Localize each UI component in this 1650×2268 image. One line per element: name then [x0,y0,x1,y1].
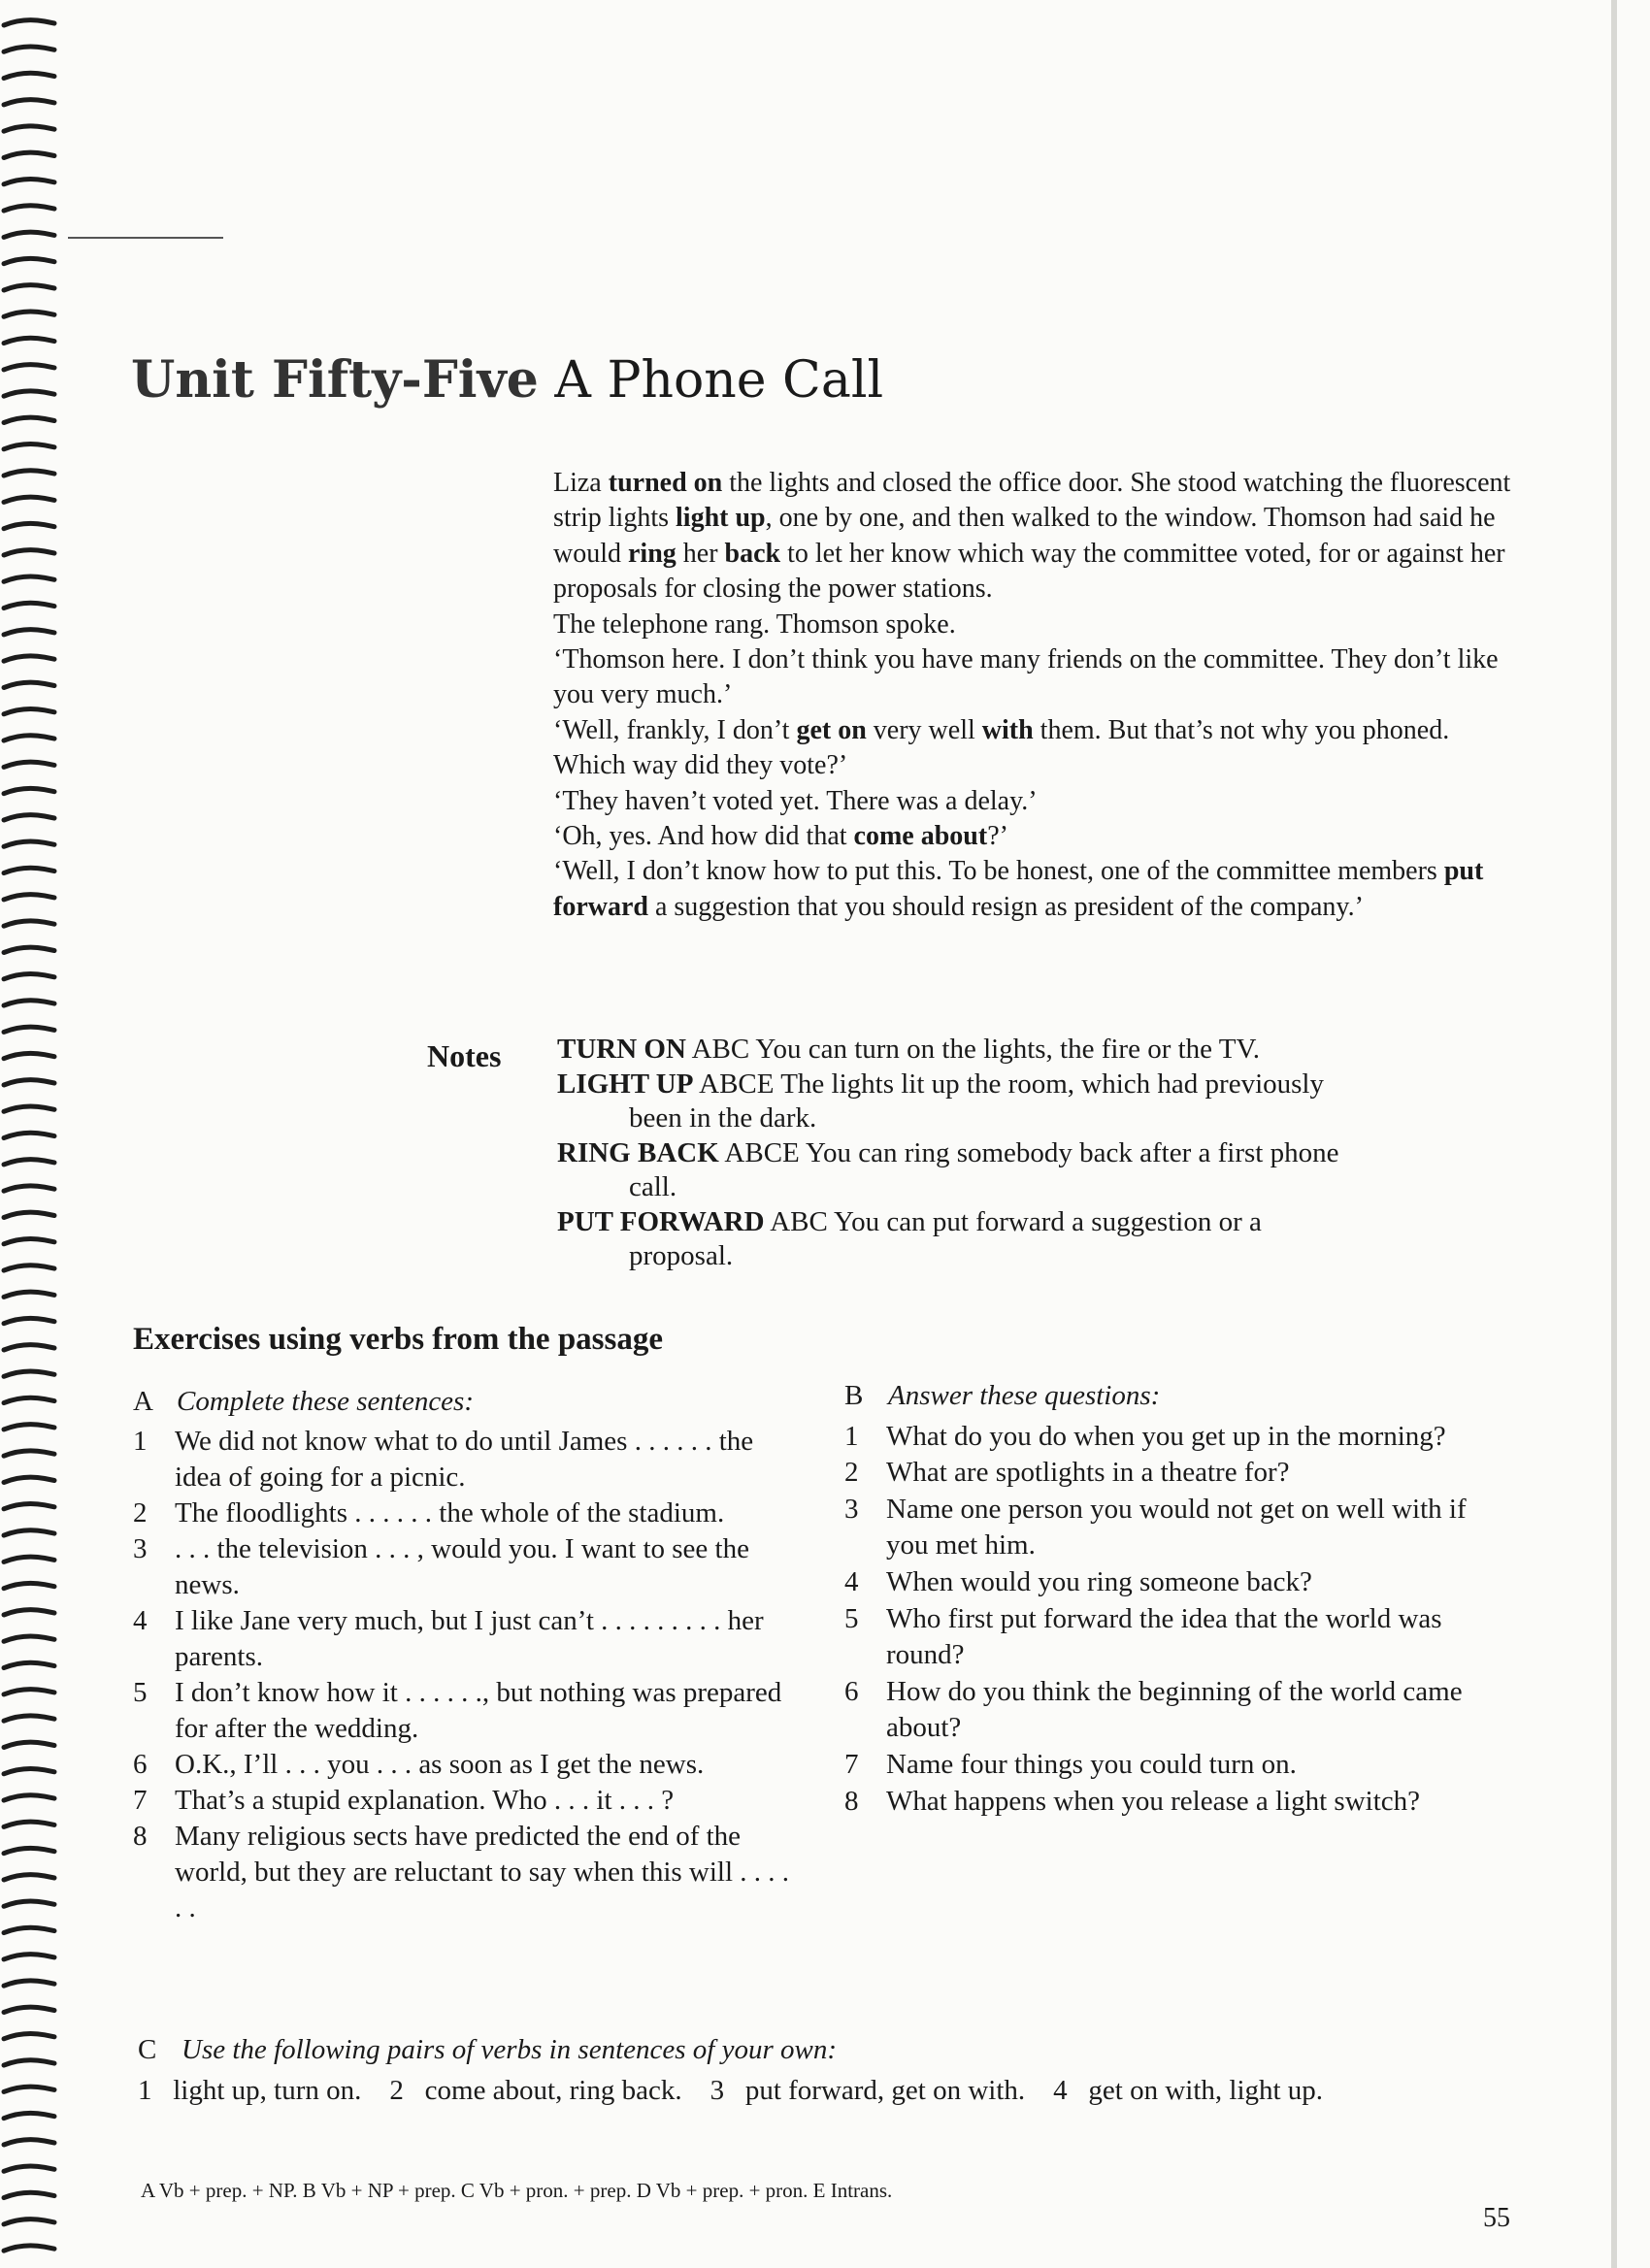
exercises-heading: Exercises using verbs from the passage [133,1322,664,1357]
spiral-loop [4,338,54,343]
spiral-binding-graphic [0,0,68,2268]
spiral-loop [4,815,54,820]
item-number: 3 [133,1533,148,1564]
phrasal-verb: with [981,714,1034,745]
spiral-loop [4,20,54,25]
spiral-loop [4,391,54,396]
passage-text: them. But that’s not why you phoned. Which way did they vote?’ [553,714,1450,781]
spiral-loop [4,1981,54,1986]
spiral-loop [4,1425,54,1430]
spiral-loop [4,232,54,237]
exercise-item [133,1747,793,1783]
spiral-loop [4,2192,54,2197]
spiral-loop [4,708,54,713]
section-c-header [138,2031,1497,2068]
item-number: 4 [133,1605,148,1636]
note-codes: ABC [691,1034,750,1065]
spiral-loop [4,1477,54,1482]
note-text: You can put forward a suggestion or a [834,1205,1262,1237]
passage-text: a suggestion that you should resign as president of the company.’ [647,891,1364,922]
passage-paragraph [553,608,1524,642]
spiral-loop [4,2246,54,2251]
spiral-loop [4,312,54,316]
item-text: I like Jane very much, but I just can’t . . . . . . . . . her parents. [175,1605,764,1672]
item-number: 1 [133,1426,148,1457]
spiral-loop [4,2033,54,2038]
passage-paragraph [553,466,1524,608]
section-a-items [133,1424,793,1926]
item-text: We did not know what to do until James . . . . . . the idea of going for a picnic. [175,1426,754,1493]
spiral-loop [4,1238,54,1243]
spiral-loop [4,1451,54,1456]
note-codes: ABCE [699,1068,775,1100]
exercise-item [844,1784,1475,1821]
item-text: What happens when you release a light switch? [886,1785,1421,1817]
spiral-loop [4,1848,54,1853]
section-c-text: 1 light up, turn on. 2 come about, ring back. 3 put forward, get on with. 4 get on with, light up. [138,2075,1324,2106]
exercise-item [844,1564,1475,1601]
passage-text: Liza [553,468,609,498]
spiral-loop [4,550,54,555]
spiral-loop [4,1795,54,1800]
spiral-binding [0,0,68,2268]
spiral-loop [4,682,54,687]
note-verb: TURN ON [557,1034,686,1065]
item-number: 5 [133,1677,148,1708]
notes-list [557,1033,1537,1274]
spiral-loop [4,1875,54,1880]
spiral-loop [4,1530,54,1535]
section-a [133,1384,793,1926]
passage-paragraph [553,819,1524,854]
spiral-loop [4,2113,54,2118]
header-rule [68,237,223,239]
item-text: Name four things you could turn on. [886,1748,1297,1780]
exercise-item [844,1747,1475,1784]
passage-text: , one by one, and then walked to the window. Thomson had said he would [553,503,1496,569]
spiral-loop [4,630,54,635]
spiral-loop [4,1160,54,1165]
exercise-item [133,1603,793,1675]
section-letter: B [844,1380,864,1411]
phrasal-verb: light up [676,503,766,534]
section-instruction: Complete these sentences: [177,1386,475,1417]
unit-number: Unit Fifty-Five [131,350,539,410]
page-edge [1611,0,1617,2268]
spiral-loop [4,576,54,581]
spiral-loop [4,2219,54,2224]
spiral-loop [4,1610,54,1615]
spiral-loop [4,1345,54,1350]
item-text: O.K., I’ll . . . you . . . as soon as I get the news. [175,1749,705,1780]
note-text-continued: been in the dark. [629,1102,817,1134]
spiral-loop [4,1503,54,1508]
phrasal-verb: back [724,538,781,569]
spiral-loop [4,2007,54,2012]
spiral-loop [4,1397,54,1402]
item-number: 6 [844,1675,859,1707]
spiral-loop [4,1636,54,1641]
spiral-loop [4,868,54,872]
note-entry [557,1033,1537,1068]
spiral-loop [4,206,54,211]
passage-text: the lights and closed the office door. She stood watching the fluorescent strip lights [553,468,1511,534]
section-instruction: Answer these questions: [888,1380,1161,1411]
reading-passage [553,466,1524,925]
phrasal-verb: get on [796,714,867,745]
phrasal-verb: ring [628,538,676,569]
spiral-loop [4,1212,54,1217]
spiral-loop [4,1318,54,1323]
item-number: 2 [844,1457,859,1489]
exercise-item [133,1819,793,1926]
exercise-item [844,1601,1475,1674]
spiral-loop [4,258,54,263]
passage-text: ‘Well, I don’t know how to put this. To be honest, one of the committee members [553,856,1444,887]
spiral-loop [4,2087,54,2091]
spiral-loop [4,47,54,51]
item-text: . . . the television . . . , would you. I want to see the news. [175,1533,749,1600]
spiral-loop [4,1053,54,1058]
item-number: 1 [844,1420,859,1452]
note-verb: RING BACK [557,1136,719,1168]
spiral-loop [4,1768,54,1773]
spiral-loop [4,2140,54,2145]
exercise-item [133,1424,793,1496]
spiral-loop [4,1690,54,1694]
note-text-continued: proposal. [629,1240,734,1271]
item-text: When would you ring someone back? [886,1565,1312,1597]
phrasal-verb: come about [853,821,988,852]
passage-text: ‘They haven’t voted yet. There was a delay.’ [553,785,1038,816]
spiral-loop [4,1557,54,1561]
section-b-items [844,1419,1475,1821]
spiral-loop [4,1292,54,1297]
spiral-loop [4,1901,54,1906]
exercise-item [133,1783,793,1819]
exercise-item [133,1496,793,1531]
item-text: Name one person you would not get on well with if you met him. [886,1493,1467,1561]
spiral-loop [4,1927,54,1932]
spiral-loop [4,841,54,846]
exercise-item [844,1455,1475,1492]
phrasal-verb: put forward [553,856,1484,922]
spiral-loop [4,2166,54,2171]
item-text: Many religious sects have predicted the end of the world, but they are reluctant to say when this will . . . . . . [175,1821,790,1923]
item-text: Who first put forward the idea that the world was round? [886,1602,1442,1671]
grammar-key: A Vb + prep. + NP. B Vb + NP + prep. C Vb + pron. + prep. D Vb + prep. + pron. E Intrans. [141,2179,893,2202]
spiral-loop [4,1371,54,1376]
spiral-loop [4,471,54,476]
spiral-loop [4,1106,54,1111]
spiral-loop [4,73,54,78]
note-text: The lights lit up the room, which had previously [780,1068,1324,1100]
spiral-loop [4,1265,54,1270]
spiral-loop [4,1027,54,1032]
note-text: You can ring somebody back after a first phone [805,1136,1339,1168]
spiral-loop [4,100,54,105]
unit-name: A Phone Call [554,351,884,410]
unit-title [131,351,883,410]
item-number: 5 [844,1602,859,1634]
item-text: The floodlights . . . . . . the whole of the stadium. [175,1497,725,1528]
item-number: 7 [844,1748,859,1780]
phrasal-verb: turned on [608,468,723,498]
exercise-item [844,1492,1475,1564]
section-b [844,1378,1475,1820]
passage-text: ‘Thomson here. I don’t think you have many friends on the committee. They don’t like you very much.’ [553,644,1499,710]
passage-paragraph [553,854,1524,925]
note-codes: ABCE [724,1136,800,1168]
passage-text: ?’ [987,821,1008,852]
spiral-loop [4,126,54,131]
spiral-loop [4,497,54,502]
item-number: 2 [133,1497,148,1528]
item-number: 6 [133,1749,148,1780]
notes-label: Notes [427,1038,502,1073]
passage-text: to let her know which way the committee voted, for or against her proposals for closing the power stations. [553,538,1505,605]
note-text: You can turn on the lights, the fire or the TV. [755,1034,1260,1065]
item-number: 8 [844,1785,859,1817]
item-number: 8 [133,1821,148,1852]
spiral-loop [4,152,54,157]
spiral-loop [4,1186,54,1191]
spiral-loop [4,417,54,422]
spiral-loop [4,603,54,608]
spiral-loop [4,921,54,926]
passage-text: ‘Well, frankly, I don’t [553,714,797,745]
spiral-loop [4,762,54,767]
item-number: 7 [133,1785,148,1816]
spiral-loop [4,788,54,793]
exercise-item [844,1674,1475,1747]
spiral-loop [4,179,54,183]
item-text: That’s a stupid explanation. Who . . . it . . . ? [175,1785,675,1816]
note-entry [557,1205,1537,1274]
spiral-loop [4,1583,54,1588]
item-number: 4 [844,1565,859,1597]
note-text-continued: call. [629,1171,677,1202]
note-verb: LIGHT UP [557,1068,694,1100]
spiral-loop [4,365,54,370]
spiral-loop [4,1133,54,1137]
spiral-loop [4,1080,54,1085]
section-a-header [133,1384,793,1420]
section-b-header [844,1378,1475,1415]
spiral-loop [4,523,54,528]
page-number: 55 [1483,2203,1510,2233]
exercise-item [133,1531,793,1603]
spiral-loop [4,1955,54,1959]
spiral-loop [4,1716,54,1721]
spiral-loop [4,1822,54,1826]
note-codes: ABC [770,1205,828,1237]
item-number: 3 [844,1493,859,1525]
section-letter: C [138,2034,157,2065]
note-entry [557,1068,1537,1136]
spiral-loop [4,1742,54,1747]
spiral-loop [4,2060,54,2065]
passage-paragraph [553,642,1524,713]
note-entry [557,1136,1537,1205]
item-text: How do you think the beginning of the world came about? [886,1675,1463,1744]
passage-paragraph [553,784,1524,819]
passage-paragraph [553,713,1524,784]
exercise-item [133,1675,793,1747]
exercise-item [844,1419,1475,1456]
spiral-loop [4,444,54,448]
item-text: What are spotlights in a theatre for? [886,1457,1290,1489]
spiral-loop [4,1001,54,1005]
spiral-loop [4,285,54,290]
spiral-loop [4,947,54,952]
note-verb: PUT FORWARD [557,1205,765,1237]
item-text: What do you do when you get up in the morning? [886,1420,1446,1452]
passage-text: ‘Oh, yes. And how did that [553,821,854,852]
section-instruction: Use the following pairs of verbs in sentences of your own: [182,2034,837,2065]
passage-text: her [676,538,725,569]
item-text: I don’t know how it . . . . . ., but nothing was prepared for after the wedding. [175,1677,782,1744]
spiral-loop [4,736,54,740]
spiral-loop [4,656,54,661]
spiral-loop [4,1662,54,1667]
section-letter: A [133,1386,153,1417]
section-c [138,2031,1497,2109]
spiral-loop [4,895,54,900]
passage-text: The telephone rang. Thomson spoke. [553,608,956,640]
passage-text: very well [866,714,982,745]
spiral-loop [4,973,54,978]
